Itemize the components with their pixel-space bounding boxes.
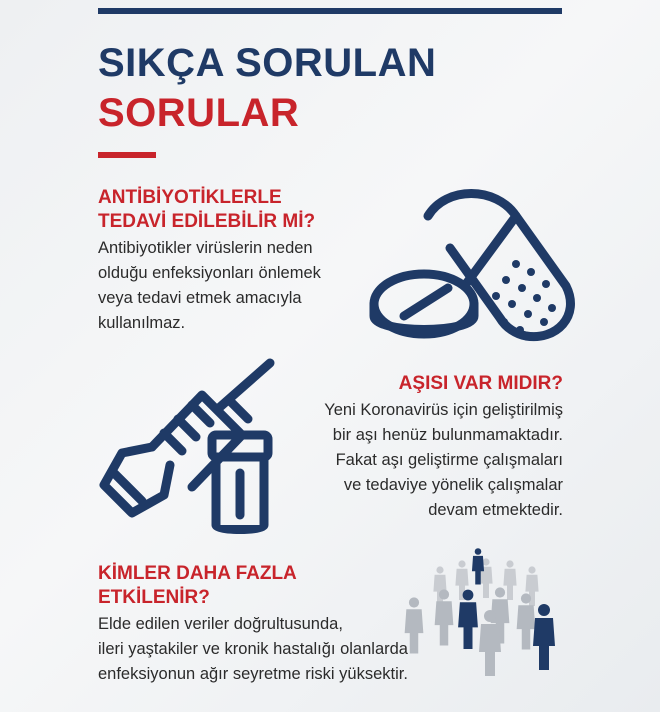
faq-question-risk-groups: KİMLER DAHA FAZLA ETKİLENİR?: [98, 563, 297, 608]
faq-answer-antibiotics: Antibiyotikler virüslerin neden olduğu enfeksiyonları önlemek veya tedavi etmek amacıyla kullanılmaz.: [98, 239, 321, 332]
faq-question-vaccine: AŞISI VAR MIDIR?: [398, 373, 563, 394]
pills-icon: [366, 176, 586, 346]
syringe-vial-icon: [92, 355, 292, 540]
top-divider: [98, 8, 562, 14]
faq-answer-vaccine: Yeni Koronavirüs için geliştirilmiş bir aşı henüz bulunmamaktadır. Fakat aşı geliştirme çalışmaları ve tedaviye yönelik çalışmalar devam etmektedir.: [324, 401, 563, 519]
title-underline: [98, 152, 156, 158]
faq-answer-risk-groups: Elde edilen veriler doğrultusunda, ileri yaştakiler ve kronik hastalığı olanlarda enfeksiyonun ağır seyretme riski yüksektir.: [98, 615, 408, 683]
page-title-line2: SORULAR: [98, 91, 300, 135]
faq-question-antibiotics: ANTİBİYOTİKLERLE TEDAVİ EDİLEBİLİR Mİ?: [98, 187, 316, 232]
crowd-icon: [400, 540, 570, 680]
page-title-line1: SIKÇA SORULAN: [98, 41, 437, 85]
